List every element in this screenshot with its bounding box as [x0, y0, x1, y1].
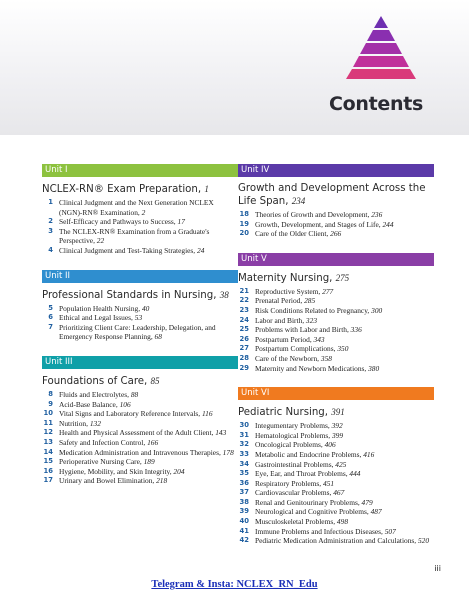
chapter-page: 392 [331, 421, 343, 431]
chapter-item[interactable] [238, 440, 434, 450]
chapter-item[interactable] [238, 431, 434, 441]
chapter-page: 24 [197, 245, 205, 255]
unit-page-number: 234 [291, 196, 306, 206]
chapter-page: 520 [417, 536, 430, 546]
chapter-number: 6 [48, 313, 53, 322]
chapter-title: Immune Problems and Infectious Diseases, [255, 526, 383, 536]
chapter-number: 18 [239, 210, 249, 218]
chapter-title: Perioperative Nursing Care, [59, 457, 142, 467]
chapter-page: 189 [143, 457, 155, 467]
chapter-item[interactable] [42, 400, 238, 410]
chapter-page: 143 [215, 428, 227, 438]
chapter-title: Pediatric Medication Administration and Calculations, [255, 536, 417, 546]
chapter-title: Problems with Labor and Birth, [255, 325, 349, 335]
chapter-title: Musculoskeletal Problems, [255, 517, 336, 527]
chapter-page: 380 [368, 363, 380, 373]
chapter-page: 40 [141, 303, 150, 313]
chapter-title: Clinical Judgment and the Next Generation NCLEX (NGN)-RN® Examination, [59, 198, 214, 217]
unit-page-number: 275 [335, 272, 350, 283]
chapter-page: 88 [130, 389, 139, 399]
page-number: iii [434, 564, 441, 573]
chapter-item[interactable] [238, 344, 434, 354]
chapter-item[interactable] [238, 287, 434, 297]
unit-page-number: 38 [219, 289, 229, 300]
chapter-title: Clinical Judgment and Test-Taking Strategies, [59, 245, 196, 255]
chapter-title: Population Health Nursing, [59, 303, 141, 313]
chapter-number: 15 [43, 457, 53, 466]
chapter-number: 34 [239, 459, 249, 468]
unit-label-bar: Unit VI [238, 387, 434, 400]
chapter-page: 350 [337, 344, 349, 354]
chapter-number: 14 [43, 447, 53, 456]
chapter-title: Vital Signs and Laboratory Reference Intervals, [59, 409, 201, 419]
chapter-title: Growth, Development, and Stages of Life, [255, 219, 381, 229]
chapter-title: Hygiene, Mobility, and Skin Integrity, [59, 466, 172, 476]
unit-title[interactable] [238, 183, 434, 208]
chapter-number: 7 [48, 322, 53, 331]
chapter-item[interactable] [238, 527, 434, 537]
chapter-item[interactable] [42, 313, 238, 323]
chapter-item[interactable] [238, 354, 434, 364]
chapter-item[interactable] [238, 220, 434, 230]
chapter-page: 204 [173, 466, 185, 476]
chapter-title: Neurological and Cognitive Problems, [255, 507, 369, 517]
chapter-item[interactable] [42, 390, 238, 400]
unit-block [42, 356, 238, 486]
chapter-page: 487 [370, 507, 382, 517]
chapter-title: Integumentary Problems, [255, 421, 330, 431]
chapter-item[interactable] [238, 450, 434, 460]
unit-block [238, 253, 434, 373]
chapter-item[interactable] [42, 409, 238, 419]
chapter-page: 218 [156, 476, 168, 486]
chapter-page: 53 [134, 313, 143, 323]
chapter-number: 40 [239, 517, 249, 526]
unit-page-number: 391 [331, 407, 345, 418]
chapter-item[interactable] [42, 438, 238, 448]
chapter-number: 22 [239, 296, 249, 305]
left-column [42, 164, 238, 500]
chapter-number: 5 [48, 303, 53, 312]
unit-title-text: Professional Standards in Nursing, [42, 289, 217, 301]
chapter-item[interactable] [42, 217, 238, 227]
chapter-item[interactable] [42, 323, 238, 342]
chapter-title: Cardiovascular Problems, [255, 488, 332, 498]
chapter-page: 323 [305, 315, 318, 325]
chapter-title: Care of the Older Client, [255, 229, 329, 239]
chapter-page: 444 [349, 469, 361, 479]
chapter-page: 479 [361, 497, 373, 507]
unit-block [42, 270, 238, 342]
chapter-title: Theories of Growth and Development, [255, 210, 370, 219]
chapter-item[interactable] [238, 316, 434, 326]
chapter-list [238, 210, 434, 239]
chapter-number: 27 [239, 344, 249, 353]
unit-page-number: 85 [150, 375, 160, 386]
chapter-page: 22 [96, 236, 105, 246]
chapter-number: 17 [43, 476, 53, 485]
chapter-item[interactable] [238, 479, 434, 489]
chapter-item[interactable] [238, 229, 434, 239]
chapter-number: 37 [239, 488, 249, 497]
chapter-item[interactable] [238, 460, 434, 470]
chapter-item[interactable] [42, 448, 238, 458]
chapter-number: 28 [239, 353, 249, 362]
chapter-title: Reproductive System, [255, 286, 321, 296]
chapter-title: Labor and Birth, [255, 315, 305, 325]
chapter-number: 31 [239, 430, 249, 439]
chapter-page: 68 [154, 332, 162, 342]
chapter-number: 3 [48, 226, 53, 235]
chapter-page: 116 [202, 409, 213, 419]
chapter-page: 266 [330, 229, 342, 239]
chapter-list [42, 198, 238, 256]
unit-title[interactable] [238, 272, 434, 285]
chapter-item[interactable] [238, 296, 434, 306]
chapter-item[interactable] [42, 419, 238, 429]
chapter-title: Ethical and Legal Issues, [59, 313, 133, 323]
chapter-title: Prioritizing Client Care: Leadership, Delegation, and Emergency Response Planning, [59, 322, 216, 342]
chapter-number: 19 [239, 219, 249, 228]
chapter-page: 416 [363, 449, 375, 459]
chapter-item[interactable] [238, 498, 434, 508]
unit-block [42, 164, 238, 256]
chapter-number: 25 [239, 325, 249, 334]
chapter-page: 106 [119, 399, 131, 409]
chapter-page: 406 [324, 440, 336, 450]
chapter-number: 23 [239, 305, 249, 314]
chapter-page: 2 [141, 207, 146, 217]
chapter-number: 8 [48, 389, 53, 398]
chapter-number: 1 [48, 198, 53, 206]
chapter-number: 30 [239, 421, 249, 430]
chapter-title: Gastrointestinal Problems, [255, 459, 334, 469]
chapter-number: 39 [239, 507, 249, 516]
chapter-item[interactable] [42, 246, 238, 256]
chapter-page: 336 [350, 325, 362, 335]
chapter-page: 343 [313, 334, 325, 344]
chapter-title: Medication Administration and Intravenous Therapies, [59, 447, 221, 457]
chapter-item[interactable] [238, 364, 434, 374]
chapter-title: Hematological Problems, [255, 430, 331, 440]
unit-title-text: Foundations of Care, [42, 375, 148, 387]
chapter-page: 451 [322, 478, 335, 488]
chapter-page: 277 [322, 286, 334, 296]
chapter-item[interactable] [42, 467, 238, 477]
unit-label-bar: Unit II [42, 270, 238, 283]
chapter-title: Self-Efficacy and Pathways to Success, [59, 217, 176, 227]
chapter-page: 467 [333, 488, 345, 498]
chapter-page: 300 [371, 305, 383, 315]
chapter-title: Acid-Base Balance, [59, 399, 118, 409]
chapter-title: Metabolic and Endocrine Problems, [255, 449, 362, 459]
chapter-item[interactable] [238, 517, 434, 527]
chapter-page: 236 [371, 210, 383, 219]
chapter-item[interactable] [238, 306, 434, 316]
chapter-page: 285 [304, 296, 316, 306]
unit-label-bar: Unit III [42, 356, 238, 369]
chapter-item[interactable] [238, 325, 434, 335]
right-column [238, 164, 434, 560]
chapter-page: 425 [335, 459, 347, 469]
chapter-title: Respiratory Problems, [255, 478, 322, 488]
chapter-number: 36 [239, 478, 249, 487]
unit-title-text: Growth and Development Across the Life Span, [238, 183, 426, 207]
chapter-item[interactable] [238, 488, 434, 498]
chapter-item[interactable] [42, 227, 238, 246]
chapter-title: Oncological Problems, [255, 440, 323, 450]
chapter-page: 244 [382, 219, 394, 229]
chapter-item[interactable] [42, 457, 238, 467]
unit-title-text: Pediatric Nursing, [238, 407, 329, 419]
chapter-item[interactable] [238, 536, 434, 546]
chapter-number: 32 [239, 440, 249, 449]
chapter-page: 507 [384, 526, 396, 536]
chapter-item[interactable] [238, 210, 434, 220]
chapter-page: 178 [222, 447, 234, 457]
chapter-title: Care of the Newborn, [255, 353, 320, 363]
unit-title[interactable] [238, 406, 434, 419]
unit-block [238, 387, 434, 546]
chapter-list [238, 287, 434, 373]
chapter-title: Nutrition, [59, 418, 88, 428]
chapter-title: Health and Physical Assessment of the Adult Client, [59, 428, 214, 438]
header-band [0, 0, 469, 135]
chapter-item[interactable] [42, 476, 238, 486]
chapter-number: 29 [239, 363, 249, 372]
chapter-page: 399 [331, 430, 344, 440]
chapter-page: 17 [177, 217, 185, 227]
chapter-title: The NCLEX-RN® Examination from a Graduate's Perspective, [59, 226, 210, 246]
chapter-item[interactable] [42, 428, 238, 438]
chapter-number: 10 [43, 409, 53, 418]
chapter-number: 42 [239, 536, 249, 545]
chapter-list [42, 304, 238, 342]
chapter-title: Eye, Ear, and Throat Problems, [255, 469, 348, 479]
chapter-number: 2 [48, 217, 53, 226]
chapter-item[interactable] [42, 304, 238, 314]
chapter-number: 11 [43, 418, 53, 427]
unit-title[interactable] [42, 183, 238, 196]
chapter-title: Prenatal Period, [255, 296, 303, 306]
chapter-title: Maternity and Newborn Medications, [255, 363, 367, 373]
unit-title-text: NCLEX-RN® Exam Preparation, [42, 184, 202, 195]
unit-title[interactable] [42, 375, 238, 388]
chapter-list [42, 390, 238, 486]
chapter-item[interactable] [238, 469, 434, 479]
chapter-page: 132 [89, 418, 101, 428]
chapter-number: 12 [43, 428, 53, 437]
unit-page-number: 1 [204, 184, 209, 194]
unit-label-bar: Unit V [238, 253, 434, 266]
chapter-item[interactable] [238, 421, 434, 431]
chapter-title: Safety and Infection Control, [59, 437, 146, 447]
chapter-item[interactable] [42, 198, 238, 217]
chapter-title: Risk Conditions Related to Pregnancy, [255, 305, 370, 315]
chapter-title: Fluids and Electrolytes, [59, 389, 129, 399]
chapter-page: 358 [320, 353, 332, 363]
chapter-page: 166 [147, 437, 159, 447]
chapter-number: 20 [239, 229, 249, 238]
chapter-title: Postpartum Complications, [255, 344, 336, 354]
unit-label-bar: Unit IV [238, 164, 434, 177]
pyramid-logo-icon [343, 14, 419, 80]
footer-link[interactable]: Telegram & Insta: NCLEX_RN_Edu [151, 579, 318, 590]
chapter-number: 35 [239, 469, 249, 478]
chapter-number: 24 [239, 315, 249, 324]
chapter-title: Urinary and Bowel Elimination, [59, 476, 155, 486]
chapter-page: 498 [336, 517, 349, 527]
chapter-number: 13 [43, 437, 53, 446]
chapter-number: 16 [43, 466, 53, 475]
chapter-item[interactable] [238, 335, 434, 345]
page-title: Contents [328, 93, 423, 115]
chapter-list [238, 421, 434, 546]
chapter-number: 26 [239, 334, 249, 343]
unit-title-text: Maternity Nursing, [238, 272, 333, 284]
chapter-number: 33 [239, 449, 249, 458]
chapter-item[interactable] [238, 507, 434, 517]
chapter-title: Renal and Genitourinary Problems, [255, 497, 360, 507]
chapter-number: 4 [48, 245, 53, 254]
chapter-number: 21 [239, 286, 249, 295]
chapter-title: Postpartum Period, [255, 334, 312, 344]
unit-title[interactable] [42, 289, 238, 302]
unit-block [238, 164, 434, 239]
unit-label-bar: Unit I [42, 164, 238, 177]
chapter-number: 41 [239, 526, 249, 535]
chapter-number: 9 [48, 399, 53, 408]
chapter-number: 38 [239, 497, 249, 506]
